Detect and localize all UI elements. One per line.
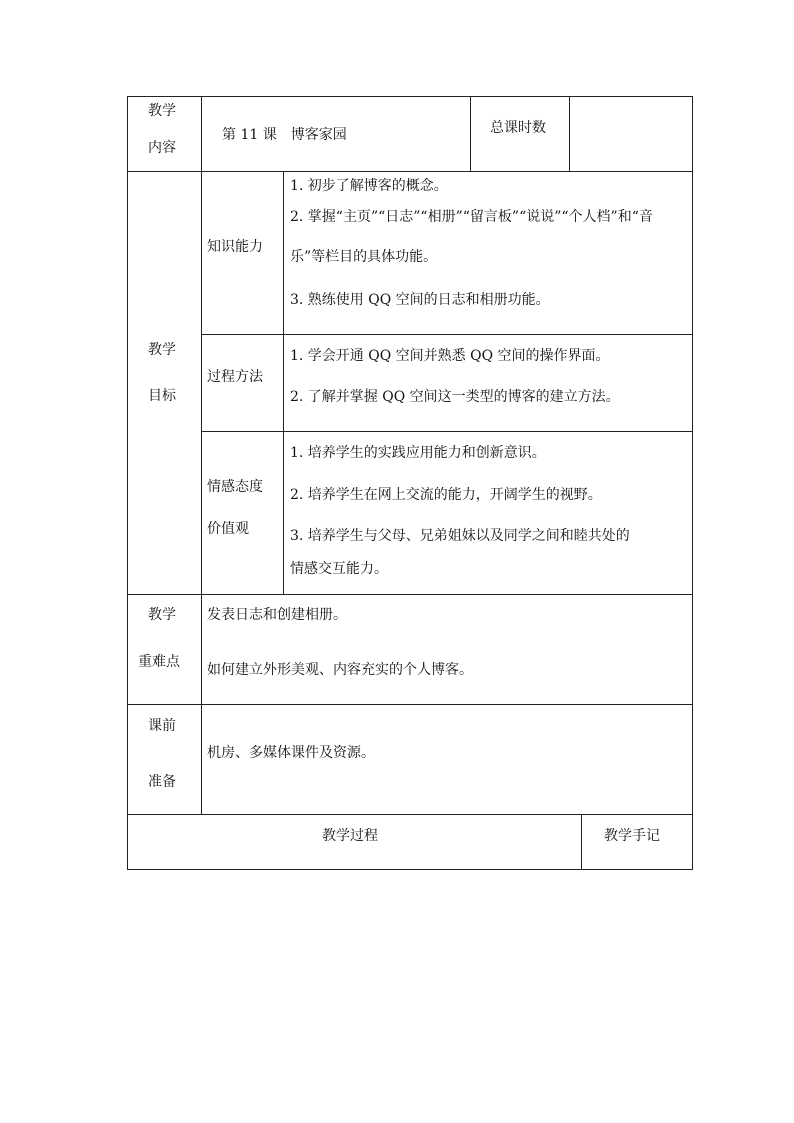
process-item: 2. 了解并掌握 QQ 空间这一类型的博客的建立方法。: [290, 389, 620, 405]
difficulties-label-line2: 重难点: [138, 654, 180, 670]
col-divider: [581, 814, 582, 870]
content-label-line2: 内容: [148, 140, 176, 156]
process-item: 1. 学会开通 QQ 空间并熟悉 QQ 空间的操作界面。: [290, 348, 610, 364]
teaching-notes-header: 教学手记: [604, 828, 660, 844]
emotion-item: 情感交互能力。: [290, 561, 388, 577]
knowledge-item: 乐”等栏目的具体功能。: [290, 249, 438, 265]
difficulties-line: 发表日志和创建相册。: [207, 607, 347, 623]
row-divider: [201, 334, 693, 335]
col-divider: [470, 96, 471, 171]
objectives-label-line2: 目标: [148, 388, 176, 404]
row-divider: [127, 594, 693, 595]
knowledge-item: 2. 掌握“主页”“日志”“相册”“留言板”“说说”“个人档”和“音: [290, 209, 653, 225]
knowledge-item: 1. 初步了解博客的概念。: [290, 178, 448, 194]
emotion-item: 2. 培养学生在网上交流的能力，开阔学生的视野。: [290, 487, 602, 503]
difficulties-label-line1: 教学: [148, 607, 176, 623]
row-divider: [127, 704, 693, 705]
knowledge-item: 3. 熟练使用 QQ 空间的日志和相册功能。: [290, 292, 550, 308]
difficulties-line: 如何建立外形美观、内容充实的个人博客。: [207, 662, 473, 678]
emotion-label-line2: 价值观: [207, 521, 249, 537]
content-label-line1: 教学: [148, 103, 176, 119]
emotion-label-line1: 情感态度: [207, 479, 263, 495]
col-divider: [283, 171, 284, 594]
preparation-text: 机房、多媒体课件及资源。: [207, 745, 375, 761]
knowledge-label: 知识能力: [207, 239, 263, 255]
objectives-label-line1: 教学: [148, 342, 176, 358]
lesson-title: 第 11 课 博客家园: [222, 127, 347, 143]
row-divider: [127, 814, 693, 815]
col-divider: [569, 96, 570, 171]
row-divider: [127, 171, 693, 172]
emotion-item: 3. 培养学生与父母、兄弟姐妹以及同学之间和睦共处的: [290, 528, 630, 544]
emotion-item: 1. 培养学生的实践应用能力和创新意识。: [290, 445, 546, 461]
preparation-label-line2: 准备: [148, 774, 176, 790]
total-hours-label: 总课时数: [490, 120, 546, 136]
preparation-label-line1: 课前: [148, 718, 176, 734]
teaching-process-header: 教学过程: [322, 828, 378, 844]
col-divider: [201, 96, 202, 814]
row-divider: [201, 431, 693, 432]
process-label: 过程方法: [207, 369, 263, 385]
